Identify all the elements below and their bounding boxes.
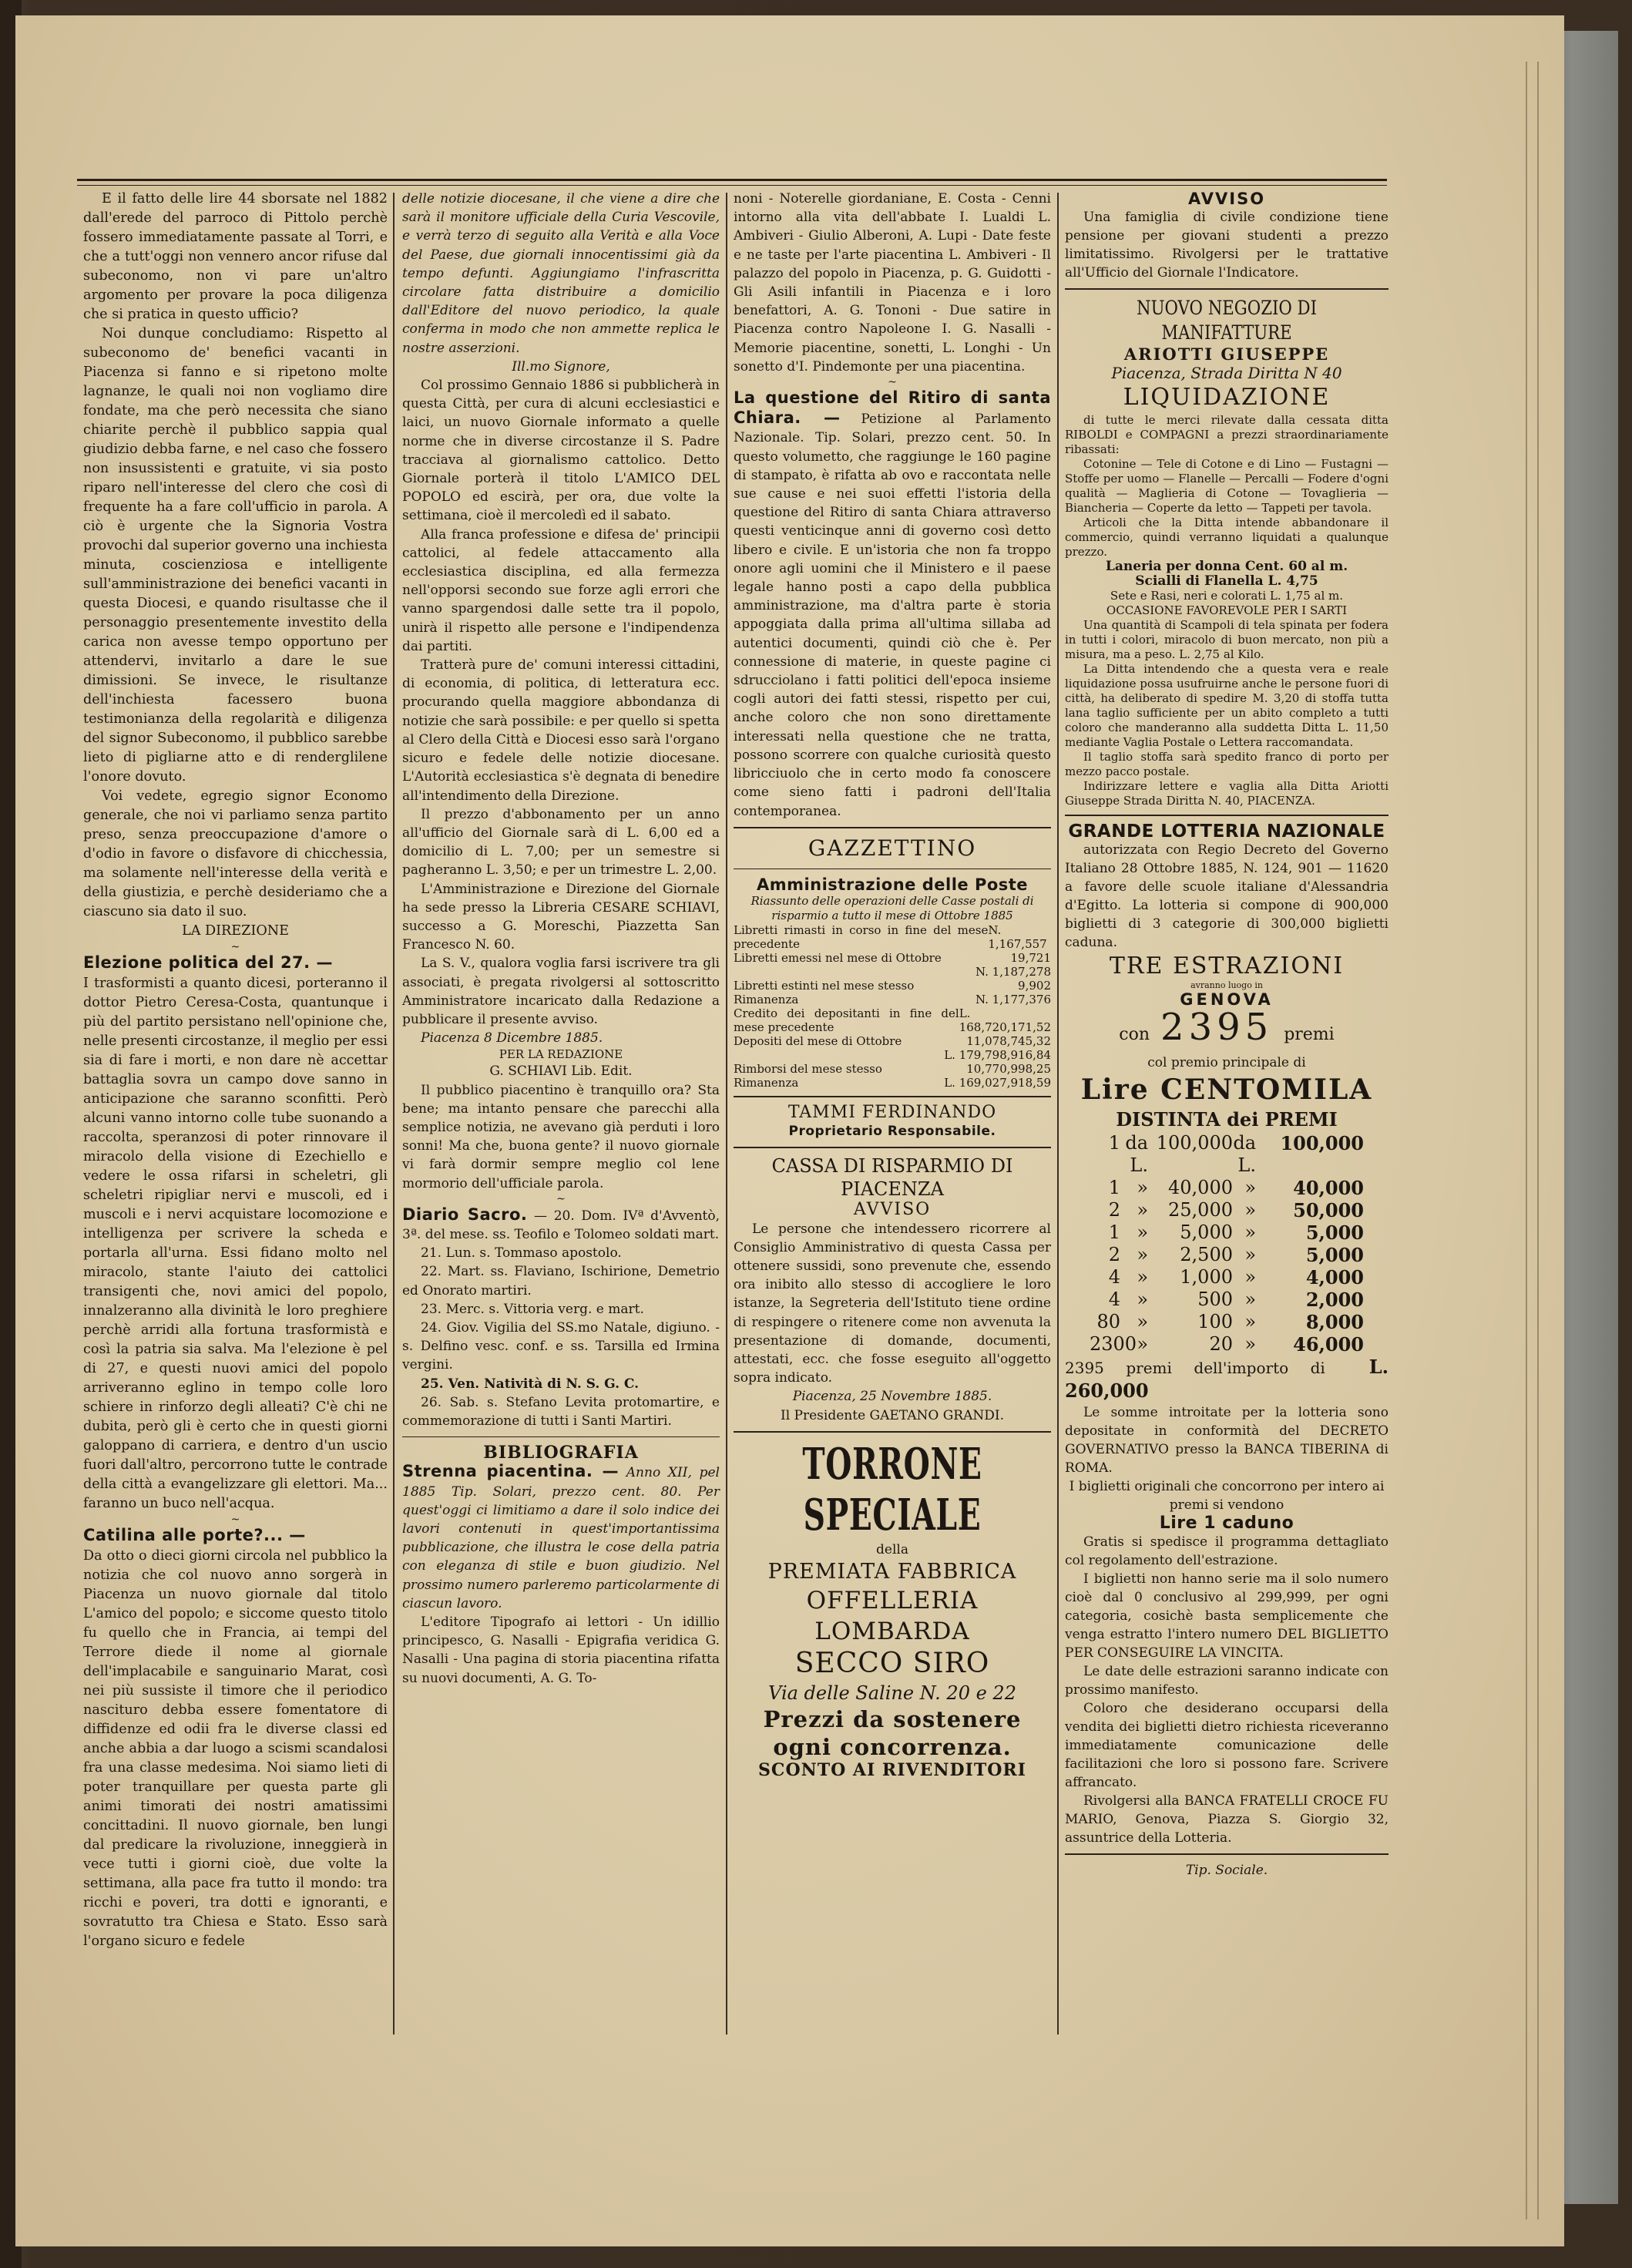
paragraph: Tratterà pure de' comuni interessi cittadini, di economia, di politica, di letteratura ecc. procurando quella maggiore abbondanza di notizie che sarà possibile: e per quello si spetta al Clero della Città e Diocesi esso sarà l'organo sicuro e fedele delle notizie diocesane. L'Autorità ecclesiastica s'è degnata di benedire all'intendimento della Direzione. [402, 657, 720, 804]
divider [734, 1431, 1051, 1433]
ad-text: OFFELLERIA LOMBARDA [806, 1586, 979, 1645]
prize-value-cell: 2,500 [1180, 1244, 1233, 1265]
row-value: 10,770,998,25 [966, 1061, 1051, 1076]
calendar-entry: 23. Merc. s. Vittoria verg. e mart. [421, 1301, 644, 1317]
row-value: N. 1,187,278 [975, 964, 1051, 979]
publisher-title: Proprietario Responsabile. [788, 1124, 996, 1140]
paragraph: L'editore Tipografo ai lettori - Un idillio principesco, G. Nasalli - Epigrafia veridica G. Nasalli - Una pagina di storia piacentina rifatta su nuovi documenti, A. G. To- [402, 1614, 720, 1686]
row-value: L. 168,720,171,52 [959, 1006, 1052, 1034]
page-edge [1537, 62, 1546, 2219]
article-heading: La questione del Ritiro di santa Chiara. — [734, 388, 1051, 428]
publisher-name: TAMMI FERDINANDO [787, 1102, 997, 1122]
paragraph: La S. V., qualora voglia farsi iscrivere tra gli associati, è pregata rivolgersi al sottoscritto Amministratore incaricato dalla Redazione a pubblicare il presente avviso. [402, 956, 720, 1027]
ornament: ~ [556, 1192, 566, 1205]
divider [734, 827, 1051, 828]
column-rule [393, 193, 395, 2034]
prize-cell: » [1137, 1266, 1148, 1288]
row-value: 19,721 [1010, 950, 1051, 965]
price-line: Sete e Rasi, neri e colorati L. 1,75 al m. [1110, 589, 1344, 603]
section-heading: BIBLIOGRAFIA [483, 1443, 639, 1463]
prize-value-cell: 25,000 [1168, 1199, 1233, 1221]
table-row [734, 1006, 1051, 1034]
paragraph: I biglietti non hanno serie ma il solo numero cioè dal 0 conclusivo al 299,999, per ogni categoria, cosichè basta semplicemente che venga estratto l'intero numero DEL BIGLIETTO PER CONSEGUIRE LA VINCITA. [1065, 1571, 1389, 1661]
ad-text: 2395 premi dell'importo di [1065, 1359, 1325, 1377]
article-heading: Catilina alle porte?... — [83, 1526, 306, 1544]
paragraph: Noi dunque concludiamo: Rispetto al subeconomo de' benefici vacanti in Piacenza si fanno e si ripetono molte lagnanze, le quali noi non vogliamo dire fondate, ma che però necessita che siano chiarite perchè il pubblico sappia qual giudizio debba farne, e nel caso che fossero non insussistenti e gratuite, vi sia posto riparo nell'interesse del clero che così di frequente ha a fare coll'ufficio in parola. A ciò è urgente che la Signoria Vostra provochi dal superior governo una inchiesta minuta, coscienziosa e intelligente sull'amministrazione dei benefici vacanti in questa Diocesi, e quando risultasse che il personaggio presentemente investito della carica non avesse tempo opportuno per attendervi, invitarlo a dare le sue dimissioni. Se invece, le risultanze dell'inchiesta facessero buona testimonianza della regolarità e diligenza del signor Subeconomo, il pubblico sarebbe lieto di pigliarne atto e di renderglilene l'onore dovuto. [83, 326, 388, 785]
price-line: OCCASIONE FAVOREVOLE PER I SARTI [1106, 603, 1348, 617]
paragraph: I trasformisti a quanto dicesi, porteranno il dottor Pietro Ceresa-Costa, quantunque i più del partito persistano nell'opinione che, nelle presenti circostanze, il meglio per essi sia di fare i morti, e non dare nè accettar battaglia sovra un campo dove sanno in anticipazione che saranno sconfitti. Però alcuni vanno intorno colle tube suonando a raccolta, speranzosi di poter rinnovare il miracolo della visione di Ezechiello e vedere le ossa rifarsi in scheletri, gli scheletri ripigliar nervi e muscoli, ed i muscoli e i nervi acquistare locomozione e intelligenza per scrivere la scheda e portarla all'urna. Essi fidano molto nel miracolo, stante l'aiuto dei cattolici transigenti che, novi amici del popolo, innalzeranno alla divinità le loro preghiere perchè arridi alla fortuna trasformistà e così la patria sia salva. Ma l'elezione è pel di 27, e questi nuovi amici del popolo arriveranno eglino in tempo colle loro schiere in rinforzo degli alleati? C'è chi ne dubita, però gli è certo che in questi giorni galoppano di carriera, e dentro d'un uscio fuori dall'altro, percorrono tutte le contrade della città a evangelizzare gli elettori. Ma... faranno un buco nell'acqua. [83, 976, 388, 1511]
ad-address: Via delle Saline N. 20 e 22 [768, 1682, 1016, 1704]
prize-cell: 4 [1108, 1266, 1120, 1288]
ad-price: Lire 1 caduno [1159, 1514, 1295, 1533]
ornament: ~ [230, 1514, 240, 1526]
prize-cell: » [1137, 1333, 1148, 1355]
prize-cell: » [1137, 1311, 1148, 1332]
ad-heading: CASSA DI RISPARMIO DI PIACENZA [771, 1155, 1013, 1201]
prize-value-cell: 1,000 [1180, 1266, 1233, 1288]
paragraph: Indirizzare lettere e vaglia alla Ditta Ariotti Giuseppe Strada Diritta N. 40, PIACENZA. [1065, 779, 1389, 808]
prize-total-cell: 46,000 [1293, 1333, 1364, 1356]
divider [402, 1436, 720, 1437]
paragraph: Da otto o dieci giorni circola nel pubblico la notizia che col nuovo anno sorgerà in Piacenza un nuovo giornale dal titolo L'amico del popolo; e siccome questo titolo fu quello che in Francia, ai tempi del Terrore diede il nome al giornale dell'implacabile e sanguinario Marat, così nei più sussiste il timore che il periodico nascituro debba essere fomentatore di diffidenze ed odii fra le diverse classi ed anche abbia a dar luogo a scismi scandalosi fra una classe medesima. Noi siamo lieti di poter tranquillare per questa parte gli animi timorati dei nostri amatissimi concittadini. Il nuovo giornale, ben lungi dal predicare la rivoluzione, inneggierà in vece tutti i giorni cioè, due volte la settimana, alla pace fra tutto il mondo: tra ricchi e poveri, tra dotti e ignoranti, e sovratutto tra Chiesa e Stato. Esso sarà l'organo sicuro e fedele [83, 1548, 388, 1949]
paragraph: L'Amministrazione e Direzione del Giornale ha sede presso la Libreria CESARE SCHIAVI, successo a G. Moreschi, Piazzetta San Francesco N. 60. [402, 881, 720, 953]
table-row [734, 1048, 1051, 1062]
row-label: Libretti rimasti in corso in fine del mese precedente [734, 922, 989, 951]
ornament: ~ [230, 941, 240, 953]
ad-subheading: ARIOTTI GIUSEPPE [1123, 344, 1330, 364]
prize-count: 2395 [1160, 1006, 1274, 1049]
column-1 [83, 190, 388, 1951]
row-value: 11,078,745,32 [966, 1033, 1051, 1048]
calendar-entry: 26. Sab. s. Stefano Levita protomartire, e commemorazione di tutti i Santi Martiri. [402, 1394, 720, 1429]
paragraph: Alla franca professione e difesa de' principii cattolici, al fedele attaccamento alla ecclesiastica disciplina, ed alla fermezza nell'opporsi secondo sue forze agli errori che vanno spargendosi dalle sette tra il popolo, unirà il rispetto alle persone e l'indipendenza dai partiti. [402, 526, 720, 654]
ornament: ~ [888, 376, 897, 389]
paragraph: Cotonine — Tele di Cotone e di Lino — Fustagni — Stoffe per uomo — Flanelle — Percalli — Fodere d'ogni qualità — Maglieria di Cotone — Tovaglieria — Biancheria — Coperte da letto — Tappeti per tavola. [1065, 457, 1389, 515]
row-label: Libretti emessi nel mese di Ottobre [734, 950, 942, 965]
paragraph: Le date delle estrazioni saranno indicate con prossimo manifesto. [1065, 1664, 1389, 1698]
price-line: Laneria per donna Cent. 60 al m. [1105, 559, 1348, 574]
price-line: Scialli di Flanella L. 4,75 [1135, 573, 1318, 589]
paragraph: Il prezzo d'abbonamento per un anno all'ufficio del Giornale sarà di L. 6,00 ed a domicilio di L. 7,00; per un semestre si pagheranno L. 3,50; e per un trimestre L. 2,00. [402, 806, 720, 879]
signature: Il Presidente GAETANO GRANDI. [781, 1407, 1004, 1423]
row-label: Rimanenza [734, 992, 799, 1006]
prize-cell: da L. [1233, 1132, 1256, 1176]
row-label: Rimborsi del mese stesso [734, 1061, 882, 1076]
table-row [734, 951, 1051, 965]
prize-total-cell: 5,000 [1305, 1221, 1364, 1244]
prize-cell: 1 [1108, 1132, 1120, 1154]
signature: LA DIREZIONE [182, 923, 289, 939]
prize-cell: » [1137, 1177, 1148, 1198]
ad-subheading: AVVISO [853, 1200, 932, 1220]
signature-label: PER LA REDAZIONE [499, 1047, 623, 1062]
paragraph: I biglietti originali che concorrono per intero ai premi si vendono [1069, 1479, 1385, 1513]
ad-heading: AVVISO [1187, 190, 1266, 208]
ad-headline: TORRONE SPECIALE [802, 1438, 982, 1541]
prize-total-cell: 50,000 [1293, 1199, 1364, 1221]
paragraph: Rivolgersi alla BANCA FRATELLI CROCE FU MARIO, Genova, Piazza S. Giorgio 32, assuntrice della Lotteria. [1065, 1793, 1389, 1846]
divider [1065, 288, 1389, 290]
section-subheading: Amministrazione delle Poste [756, 875, 1029, 894]
prize-cell: » [1244, 1199, 1256, 1221]
top-rule [77, 179, 1387, 181]
prize-cell: 2300 [1090, 1333, 1137, 1355]
prize-value-cell: 500 [1197, 1289, 1233, 1310]
row-value: 9,902 [1018, 978, 1051, 993]
table-row [734, 923, 1051, 951]
prize-cell: » [1137, 1199, 1148, 1221]
ad-heading: NUOVO NEGOZIO DI MANIFATTURE [1137, 297, 1317, 344]
calendar-entry: 25. Ven. Natività di N. S. G. C. [421, 1376, 640, 1392]
paragraph: Voi vedete, egregio signor Economo generale, che noi vi parliamo senza partito preso, senza preoccupazione d'amore o d'odio in favore o disfavore di chicchessia, ma solamente nell'interesse della verità e della giustizia, e perchè desideriamo che a ciascuno sia dato il suo. [83, 788, 388, 919]
table-row [734, 979, 1051, 993]
salutation: Ill.mo Signore, [512, 358, 610, 375]
prize-cell: » [1244, 1244, 1256, 1265]
prize-cell: 4 [1108, 1289, 1120, 1310]
row-label: Rimanenza [734, 1075, 799, 1090]
ad-headline: Lire CENTOMILA [1080, 1074, 1373, 1106]
article-heading: Elezione politica del 27. — [83, 953, 333, 972]
prize-cell: » [1244, 1333, 1256, 1355]
paragraph: autorizzata con Regio Decreto del Governo Italiano 28 Ottobre 1885, N. 124, 901 — 11620 a favore delle scuole italiane d'Alessandria d'Egitto. La lotteria si compone di 900,000 biglietti di 3 categorie di 300,000 biglietti caduna. [1065, 842, 1389, 950]
paragraph: Una famiglia di civile condizione tiene pensione per giovani studenti a prezzo limitatissimo. Rivolgersi per le trattative all'Ufficio del Giornale l'Indicatore. [1065, 210, 1389, 281]
row-label: Depositi del mese di Ottobre [734, 1033, 902, 1048]
article-heading: Diario Sacro. [402, 1205, 528, 1224]
column-2 [402, 190, 720, 1688]
prize-table [1065, 1132, 1389, 1356]
paragraph: Articoli che la Ditta intende abbandonare il commercio, quindi verranno liquidati a qualunque prezzo. [1065, 516, 1389, 559]
row-value: N. 1,177,376 [975, 992, 1051, 1006]
paragraph: noni - Noterelle giordaniane, E. Costa - Cenni intorno alla vita dell'abbate I. Lualdi L. Ambiveri - Giulio Alberoni, A. Lupi - Date feste e ne taste per l'arte piacentina L. Ambiveri - Il palazzo del popolo in Piacenza, p. G. Guidotti - Gli Asili infantili in Piacenza e i loro benefattori, A. G. Tononi - Due satire in Piacenza contro Napoleone I. G. Nasalli - Memorie piacentine, sonetti, L. Longhi - Un sonetto d'I. Pindemonte per una piacentina. [734, 191, 1051, 375]
row-value: L. 169,027,918,59 [944, 1075, 1051, 1090]
prize-total-cell: 2,000 [1305, 1289, 1364, 1311]
divider [1065, 1853, 1389, 1855]
paragraph: La Ditta intendendo che a questa vera e reale liquidazione possa usufruirne anche le persone fuori di città, ha deliberato di spedire M. 3,20 di stoffa tutta lana taglio sufficiente per un abito completo a tutti coloro che manderanno alla suddetta Ditta L. 11,50 mediante Vaglia Postale o Lettera raccomandata. [1065, 662, 1389, 749]
paragraph: Una quantità di Scampoli di tela spinata per fodera in tutti i colori, miracolo di buon mercato, non più a misura, ma a peso. L. 2,75 al Kilo. [1065, 618, 1389, 661]
ad-text: col premio principale di [1147, 1055, 1306, 1070]
ad-text: premi [1284, 1025, 1335, 1044]
prize-value-cell: 100 [1197, 1311, 1233, 1332]
calendar-entry: 22. Mart. ss. Flaviano, Ischirione, Demetrio ed Onorato martiri. [402, 1264, 720, 1299]
prize-cell: 2 [1108, 1244, 1120, 1265]
prize-total-cell: 8,000 [1305, 1311, 1364, 1333]
prize-cell: » [1137, 1221, 1148, 1243]
ad-headline: TRE ESTRAZIONI [1109, 953, 1345, 979]
prize-value-cell: 20 [1209, 1333, 1233, 1355]
prize-cell: » [1137, 1244, 1148, 1265]
ad-text: GENOVA [1180, 990, 1274, 1009]
prize-cell: » [1244, 1177, 1256, 1198]
paragraph: di tutte le merci rilevate dalla cessata ditta RIBOLDI e COMPAGNI a prezzi straordinariamente ribassati: [1065, 413, 1389, 456]
column-rule [726, 193, 727, 2034]
row-label: Credito dei depositanti in fine del mese precedente [734, 1006, 959, 1034]
paragraph: Col prossimo Gennaio 1886 si pubblicherà in questa Città, per cura di alcuni ecclesiastici e laici, un nuovo Giornale informato a quelle norme che in diverse circostanze il S. Padre tracciava al giornalismo cattolico. Detto Giornale porterà il titolo L'AMICO DEL POPOLO ed escirà, per ora, due volte la settimana, cioè il mercoledì ed il sabato. [402, 378, 720, 524]
prize-cell: 80 [1096, 1311, 1120, 1332]
ad-heading: GRANDE LOTTERIA NAZIONALE [1068, 822, 1385, 842]
divider [734, 1147, 1051, 1148]
top-rule-thin [77, 185, 1387, 186]
column-rule [1057, 193, 1059, 2034]
ad-text: con [1119, 1025, 1150, 1044]
paragraph: Petizione al Parlamento Nazionale. Tip. Solari, prezzo cent. 50. In questo volumetto, che raggiunge le 160 pagine di stampato, è rifatta ab ovo e raccontata nelle sue cause e nei suoi effetti l'istoria della questione del Ritiro di santa Chiara attraverso questi venticinque anni di governo così detto libero e civile. E un'istoria che non fa troppo onore agli uomini che il Ministero e il paese legale hanno posti a capo della pubblica amministrazione, ma d'altra parte è storia appoggiata dalla prima all'ultima sillaba ad autentici documenti, quindi ciò che è. Per connessione di materie, in queste pagine ci sdrucciolano i fatti politici dell'epoca insieme cogli autori dei fatti stessi, rispetto per cui, anche coloro che non sono direttamente interessati nella questione che ne tratta, possono scorrere con qualche curiosità questo libricciuolo che in certo modo fa conoscere come sieno fatti i padroni dell'Italia contemporanea. [734, 412, 1051, 819]
paragraph: Le somme introitate per la lotteria sono depositate in conformità del DECRETO GOVERNATIVO presso la BANCA TIBERINA di ROMA. [1065, 1405, 1389, 1476]
prize-value-cell: 40,000 [1168, 1177, 1233, 1198]
row-value: L. 179,798,916,84 [944, 1047, 1051, 1062]
postal-savings-table [734, 923, 1051, 1090]
table-row [734, 1076, 1051, 1090]
paragraph: delle notizie diocesane, il che viene a dire che sarà il monitore ufficiale della Curia Vescovile, e verrà terzo di seguito alla Verità e alla Voce del Paese, due giornali innocentissimi già da tempo defunti. Aggiungiamo l'infrascritta circolare fatta distribuire a domicilio dall'Editore del nuovo periodico, la quale conferma in modo che non ammette replica le nostre asserzioni. [402, 191, 720, 356]
article-heading: Strenna piacentina. — [402, 1462, 620, 1481]
row-value: N. 1,167,557 [988, 922, 1047, 951]
prize-value-cell: 5,000 [1180, 1221, 1233, 1243]
prize-cell: 2 [1108, 1199, 1120, 1221]
prize-total-cell: 40,000 [1293, 1177, 1364, 1199]
prize-value-cell: 100,000 [1156, 1132, 1233, 1154]
table-row [734, 965, 1051, 979]
table-row [734, 993, 1051, 1006]
page-edge [1526, 62, 1535, 2219]
dateline: Piacenza, 25 Novembre 1885. [792, 1389, 992, 1405]
paragraph: E il fatto delle lire 44 sborsate nel 1882 dall'erede del parroco di Pittolo perchè fossero immediatamente passate al Torri, e che a tutt'oggi non vennero ancor rifuse dal subeconomo, non vi pare un'altro argomento per provare la poca diligenza che si pratica in questo ufficio? [83, 191, 388, 322]
divider [734, 1096, 1051, 1097]
prize-total-cell: 4,000 [1305, 1266, 1364, 1289]
prize-cell: » [1244, 1266, 1256, 1288]
prize-cell: » [1137, 1289, 1148, 1310]
paragraph: Il pubblico piacentino è tranquillo ora? Sta bene; ma intanto pensare che parecchi alla semplice notizia, ne avevano già perduti i loro sonni! Ma che, buona gente? il nuovo giornale vi farà dormir sempre meglio col lene mormorio dell'ufficiale parola. [402, 1082, 720, 1191]
table-caption: Riassunto delle operazioni delle Casse postali di risparmio a tutto il mese di Ottobre 1885 [751, 893, 1034, 922]
column-4 [1065, 190, 1389, 1880]
ad-address: Piacenza, Strada Diritta N 40 [1111, 364, 1342, 382]
column-3 [734, 190, 1051, 1779]
printer-credit: Tip. Sociale. [1185, 1863, 1268, 1878]
prize-cell: da L. [1125, 1132, 1148, 1176]
ad-text: avranno luogo in [1190, 980, 1263, 990]
paragraph: Gratis si spedisce il programma dettagliato col regolamento dell'estrazione. [1065, 1534, 1389, 1568]
paragraph: Il taglio stoffa sarà spedito franco di porto per mezzo pacco postale. [1065, 750, 1389, 778]
prize-cell: » [1244, 1289, 1256, 1310]
ad-subheading: DISTINTA dei PREMI [1116, 1108, 1338, 1131]
ad-text: della [876, 1541, 908, 1557]
table-row [734, 1034, 1051, 1048]
prize-total-cell: 100,000 [1280, 1132, 1364, 1154]
paragraph: — 20. Dom. IVª d'Avventò, 3ª. del mese. ss. Teofilo e Tolomeo soldati mart. [402, 1208, 720, 1242]
signature: G. SCHIAVI Lib. Edit. [489, 1063, 633, 1080]
paragraph: Coloro che desiderano occuparsi della vendita dei biglietti dietro richiesta riceveranno immediatamente comunicazione delle facilitazioni che loro si possono fare. Scrivere affrancato. [1065, 1701, 1389, 1790]
prize-total-cell: 5,000 [1305, 1244, 1364, 1266]
calendar-entry: 21. Lun. s. Tommaso apostolo. [421, 1245, 622, 1262]
section-heading: GAZZETTINO [808, 835, 977, 861]
table-row [734, 1062, 1051, 1076]
prize-cell: 1 [1108, 1221, 1120, 1243]
ad-text: PREMIATA FABBRICA [767, 1559, 1017, 1584]
calendar-entry: 24. Giov. Vigilia del SS.mo Natale, digiuno. - s. Delfino vesc. conf. e ss. Tarsilla ed Irmina vergini. [402, 1319, 720, 1373]
prize-total: L. 260,000 [1065, 1356, 1389, 1402]
paragraph: Anno XII, pel 1885 Tip. Solari, prezzo cent. 80. Per quest'oggi ci limitiamo a dare il solo indice dei lavori contenuti in quest'importantissima pubblicazione, che illustra le cose della patria con eleganza di stile e buon giudizio. Nel prossimo numero parleremo particolarmente di ciascun lavoro. [402, 1465, 720, 1611]
paragraph: Le persone che intendessero ricorrere al Consiglio Amministrativo di questa Cassa per ottenere sussidi, sono prevenute che, essendo ora inibito allo stesso di accogliere le loro istanze, la Segreteria dell'Istituto tiene ordine di respingere o ritenere come non avvenuta la presentazione di domande, documenti, attestati, ecc. che fosse eseguito all'oggetto sopra indicato. [734, 1221, 1051, 1386]
ad-text: Prezzi da sostenere [763, 1705, 1022, 1732]
row-label: Libretti estinti nel mese stesso [734, 978, 915, 993]
ad-headline: LIQUIDAZIONE [1123, 384, 1331, 411]
ad-text: ogni concorrenza. [773, 1733, 1012, 1760]
prize-cell: » [1244, 1311, 1256, 1332]
divider [1065, 815, 1389, 816]
dateline: Piacenza 8 Dicembre 1885. [421, 1030, 603, 1047]
ad-text: SCONTO AI RIVENDITORI [758, 1759, 1026, 1780]
prize-cell: 1 [1108, 1177, 1120, 1198]
ad-text: SECCO SIRO [794, 1647, 990, 1679]
prize-cell: » [1244, 1221, 1256, 1243]
